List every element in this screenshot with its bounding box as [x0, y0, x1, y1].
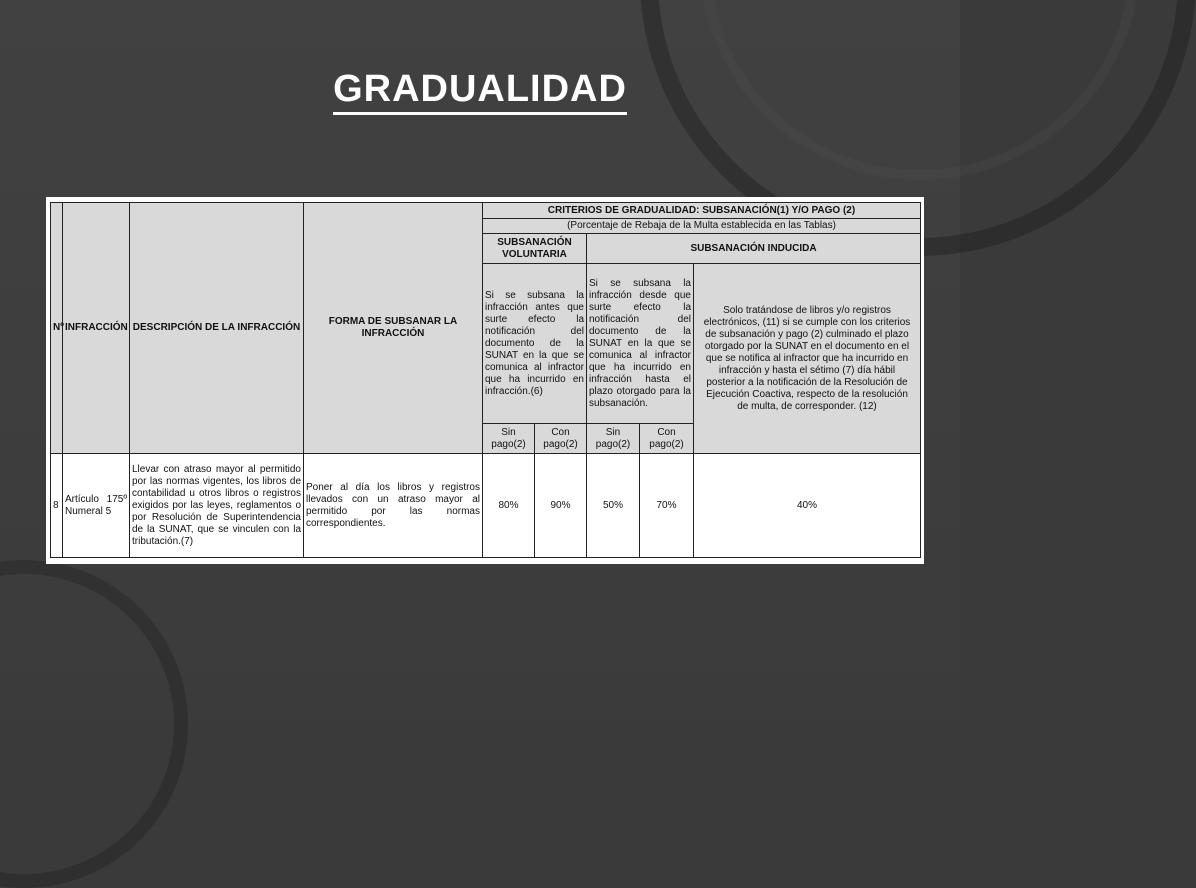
voluntaria-description: Si se subsana la infracción antes que surte efecto la notificación del documento de la SUNAT en la que se comunica al infractor que ha incurrido en infracción.(6)	[483, 264, 587, 424]
cell-inducida-con-pago: 70%	[640, 454, 694, 558]
cell-voluntaria-con-pago: 90%	[535, 454, 587, 558]
header-inducida: SUBSANACIÓN INDUCIDA	[587, 234, 921, 264]
table-image	[46, 197, 924, 564]
slide-title	[0, 68, 960, 111]
header-con-pago: Con pago(2)	[640, 424, 694, 454]
inducida-description: Si se subsana la infracción desde que surte efecto la notificación del documento de la SUNAT en la que se comunica al infractor que ha incurrido en infracción hasta el plazo otorgado para la subsanación.	[587, 264, 694, 424]
cell-descripcion: Llevar con atraso mayor al permitido por las normas vigentes, los libros de contabilidad u otros libros o registros exigidos por las leyes, reglamentos o por Resolución de Superintendencia de la SUNAT, que se vinculen con la tributación.(7)	[130, 454, 304, 558]
header-forma: FORMA DE SUBSANAR LA INFRACCIÓN	[304, 203, 483, 454]
graduality-table	[50, 202, 921, 558]
header-numero: Nº	[51, 203, 63, 454]
header-criterios: CRITERIOS DE GRADUALIDAD: SUBSANACIÓN(1) Y/O PAGO (2)	[483, 203, 921, 219]
header-sin-pago: Sin pago(2)	[587, 424, 640, 454]
cell-numero: 8	[51, 454, 63, 558]
header-porcentaje: (Porcentaje de Rebaja de la Multa establecida en las Tablas)	[483, 219, 921, 234]
cell-voluntaria-sin-pago: 80%	[483, 454, 535, 558]
table-row	[51, 454, 921, 558]
cell-forma: Poner al día los libros y registros llevados con un atraso mayor al permitido por las normas correspondientes.	[304, 454, 483, 558]
cell-libros-electronicos: 40%	[694, 454, 921, 558]
cell-inducida-sin-pago: 50%	[587, 454, 640, 558]
header-voluntaria: SUBSANACIÓN VOLUNTARIA	[483, 234, 587, 264]
header-descripcion: DESCRIPCIÓN DE LA INFRACCIÓN	[130, 203, 304, 454]
slide-title-text: GRADUALIDAD	[333, 68, 627, 115]
libros-electronicos-description: Solo tratándose de libros y/o registros electrónicos, (11) si se cumple con los criterios de subsanación y pago (2) culminado el plazo otorgado por la SUNAT en el documento en el que se notifica al infractor que ha incurrido en infracción y hasta el sétimo (7) día hábil posterior a la notificación de la Resolución de Ejecución Coactiva, respecto de la resolución de multa, de corresponder. (12)	[694, 264, 921, 454]
cell-infraccion: Artículo 175º Numeral 5	[63, 454, 130, 558]
header-con-pago: Con pago(2)	[535, 424, 587, 454]
header-infraccion: INFRACCIÓN	[63, 203, 130, 454]
header-sin-pago: Sin pago(2)	[483, 424, 535, 454]
